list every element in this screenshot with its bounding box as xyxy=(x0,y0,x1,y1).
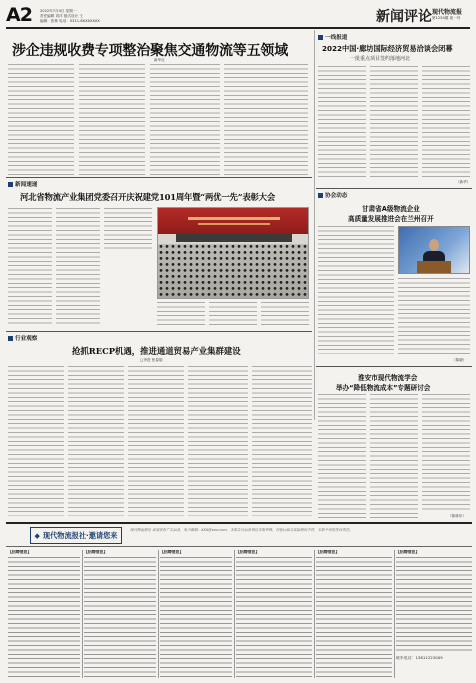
section2-body-col-2 xyxy=(56,208,100,326)
podium-table xyxy=(176,234,292,242)
box-right-body-col-1 xyxy=(318,66,366,178)
classified-col-5 xyxy=(316,550,392,678)
classifieds-banner-label: 现代物流报社·邀请您来 xyxy=(42,530,118,540)
stage-banner-text xyxy=(188,217,280,220)
classifieds-notice-rule xyxy=(6,546,472,547)
assoc2-headline-2: 举办“降低物流成本”专题研讨会 xyxy=(336,384,431,392)
classified-col-body xyxy=(8,557,80,677)
section-title: 新闻评论 xyxy=(376,9,432,25)
classified-col-head: 【招聘信息】 xyxy=(236,550,260,554)
speaker-photo xyxy=(398,226,470,274)
classified-divider xyxy=(82,550,83,678)
section3-body-col-2 xyxy=(68,366,124,516)
header-meta-1: 2022年7月4日 星期一 xyxy=(40,9,77,13)
section3-body-col-4 xyxy=(188,366,248,516)
section3-tag-label: 行业观察 xyxy=(15,336,38,342)
box-right-tag-label: 一线报道 xyxy=(325,35,348,41)
classified-divider xyxy=(158,550,159,678)
audience xyxy=(158,244,309,299)
box-right-body-col-2 xyxy=(370,66,418,178)
section3-body-col-1 xyxy=(8,366,64,516)
right-column-divider xyxy=(314,30,315,420)
assoc-tag-label: 协会动态 xyxy=(325,193,348,199)
assoc-headline-2: 高质量发展推进会在兰州召开 xyxy=(348,215,434,223)
classified-divider xyxy=(234,550,235,678)
box-right-sign: （新华） xyxy=(456,180,471,184)
assoc2-headline: 淮安市现代物流学会 xyxy=(358,374,418,382)
lead-body-col-1 xyxy=(8,64,74,176)
classifieds-banner xyxy=(30,527,122,544)
classified-contact: 联系电话：13811223009 xyxy=(396,655,443,660)
header-rule xyxy=(6,27,470,29)
classified-divider xyxy=(314,550,315,678)
classified-col-head: 【招聘信息】 xyxy=(160,550,184,554)
classified-col-body xyxy=(316,557,392,677)
section3-body-col-5 xyxy=(252,366,312,516)
assoc-rule xyxy=(316,188,472,189)
classified-col-head: 【招聘信息】 xyxy=(396,550,420,554)
lead-body-col-4 xyxy=(224,64,308,176)
assoc2-sign: （陈林东） xyxy=(448,514,466,518)
section2-body-col-3 xyxy=(104,208,152,252)
classified-col-6 xyxy=(396,550,472,678)
section3-rule xyxy=(6,331,312,332)
header-meta-2: 责任编辑 刘洋 版式设计 王 xyxy=(40,14,83,18)
conference-photo xyxy=(157,207,309,299)
classified-divider xyxy=(394,550,395,678)
stage-backdrop xyxy=(158,208,309,234)
box-right-body-col-3 xyxy=(422,66,470,178)
paper-meta: 第1234期 周一刊 xyxy=(432,16,461,20)
classified-col-body xyxy=(160,557,232,677)
box-right-headline: 2022中国·廊坊国际经济贸易洽谈会闭幕 xyxy=(322,44,453,53)
assoc2-rule xyxy=(316,366,472,367)
assoc2-body-col-1 xyxy=(318,394,366,518)
stage-banner-text xyxy=(198,223,270,225)
section2-tag xyxy=(8,180,37,188)
assoc2-body-col-2 xyxy=(370,394,418,518)
assoc2-body-col-3 xyxy=(422,394,470,512)
section3-body-col-3 xyxy=(128,366,184,516)
section2-body-col-5 xyxy=(209,302,257,326)
classifieds-notice: 现代物流报社 欢迎发布广告信息，电子邮箱：XXX@xxx.com，本报告白信息须经本报审核，刊登后如与实际情况不符，本报不承担任何责任。 xyxy=(130,528,353,532)
classified-col-3 xyxy=(160,550,232,678)
section2-body-col-6 xyxy=(261,302,309,326)
assoc-headline: 甘肃省A级物流企业 xyxy=(362,205,420,213)
classified-col-4 xyxy=(236,550,312,678)
assoc-sign: （陈晓） xyxy=(452,358,467,362)
tag-square-icon xyxy=(8,182,13,187)
classifieds-top-rule xyxy=(6,522,472,524)
banner-arrow-icon: ◆ xyxy=(34,531,40,540)
classified-col-body xyxy=(236,557,312,677)
classified-col-body xyxy=(396,557,472,653)
tag-square-icon xyxy=(318,193,323,198)
assoc-tag xyxy=(318,191,347,199)
section2-headline: 河北省物流产业集团党委召开庆祝建党101周年暨“两优一先”表彰大会 xyxy=(20,192,276,202)
section2-rule xyxy=(6,177,312,178)
box-right-subhead: 一批重点项目签约落地河北 xyxy=(350,56,411,62)
section2-tag-label: 新闻速递 xyxy=(15,182,38,188)
classified-col-body xyxy=(84,557,156,677)
page-code: A2 xyxy=(6,4,32,26)
classified-col-2 xyxy=(84,550,156,678)
classified-col-head: 【招聘信息】 xyxy=(84,550,108,554)
section2-body-col-4 xyxy=(157,302,205,326)
tag-square-icon xyxy=(8,336,13,341)
section3-tag xyxy=(8,334,37,342)
classified-col-head: 【招聘信息】 xyxy=(8,550,32,554)
box-right-tag xyxy=(318,33,347,41)
assoc-body-col-2 xyxy=(398,278,470,354)
section2-body-col-1 xyxy=(8,208,52,326)
speaker-head xyxy=(429,239,439,251)
section3-byline: □李进 张春瑞 xyxy=(140,358,163,362)
header-meta-3: 编辑：张林 电话：0311-8XXXXXXX xyxy=(40,19,100,23)
lead-body-col-3 xyxy=(150,64,220,176)
classified-col-1 xyxy=(8,550,80,678)
lead-headline: 涉企违规收费专项整治聚焦交通物流等五领域 xyxy=(12,43,288,59)
assoc-body-col-1 xyxy=(318,226,394,354)
paper-name: 现代物流报 xyxy=(432,9,463,16)
lectern xyxy=(417,261,451,274)
lead-byline: 新华社 xyxy=(154,58,165,62)
section3-headline: 抢抓RECP机遇，推进通道贸易产业集群建设 xyxy=(72,346,241,356)
tag-square-icon xyxy=(318,35,323,40)
lead-body-col-2 xyxy=(79,64,145,176)
classified-col-head: 【招聘信息】 xyxy=(316,550,340,554)
